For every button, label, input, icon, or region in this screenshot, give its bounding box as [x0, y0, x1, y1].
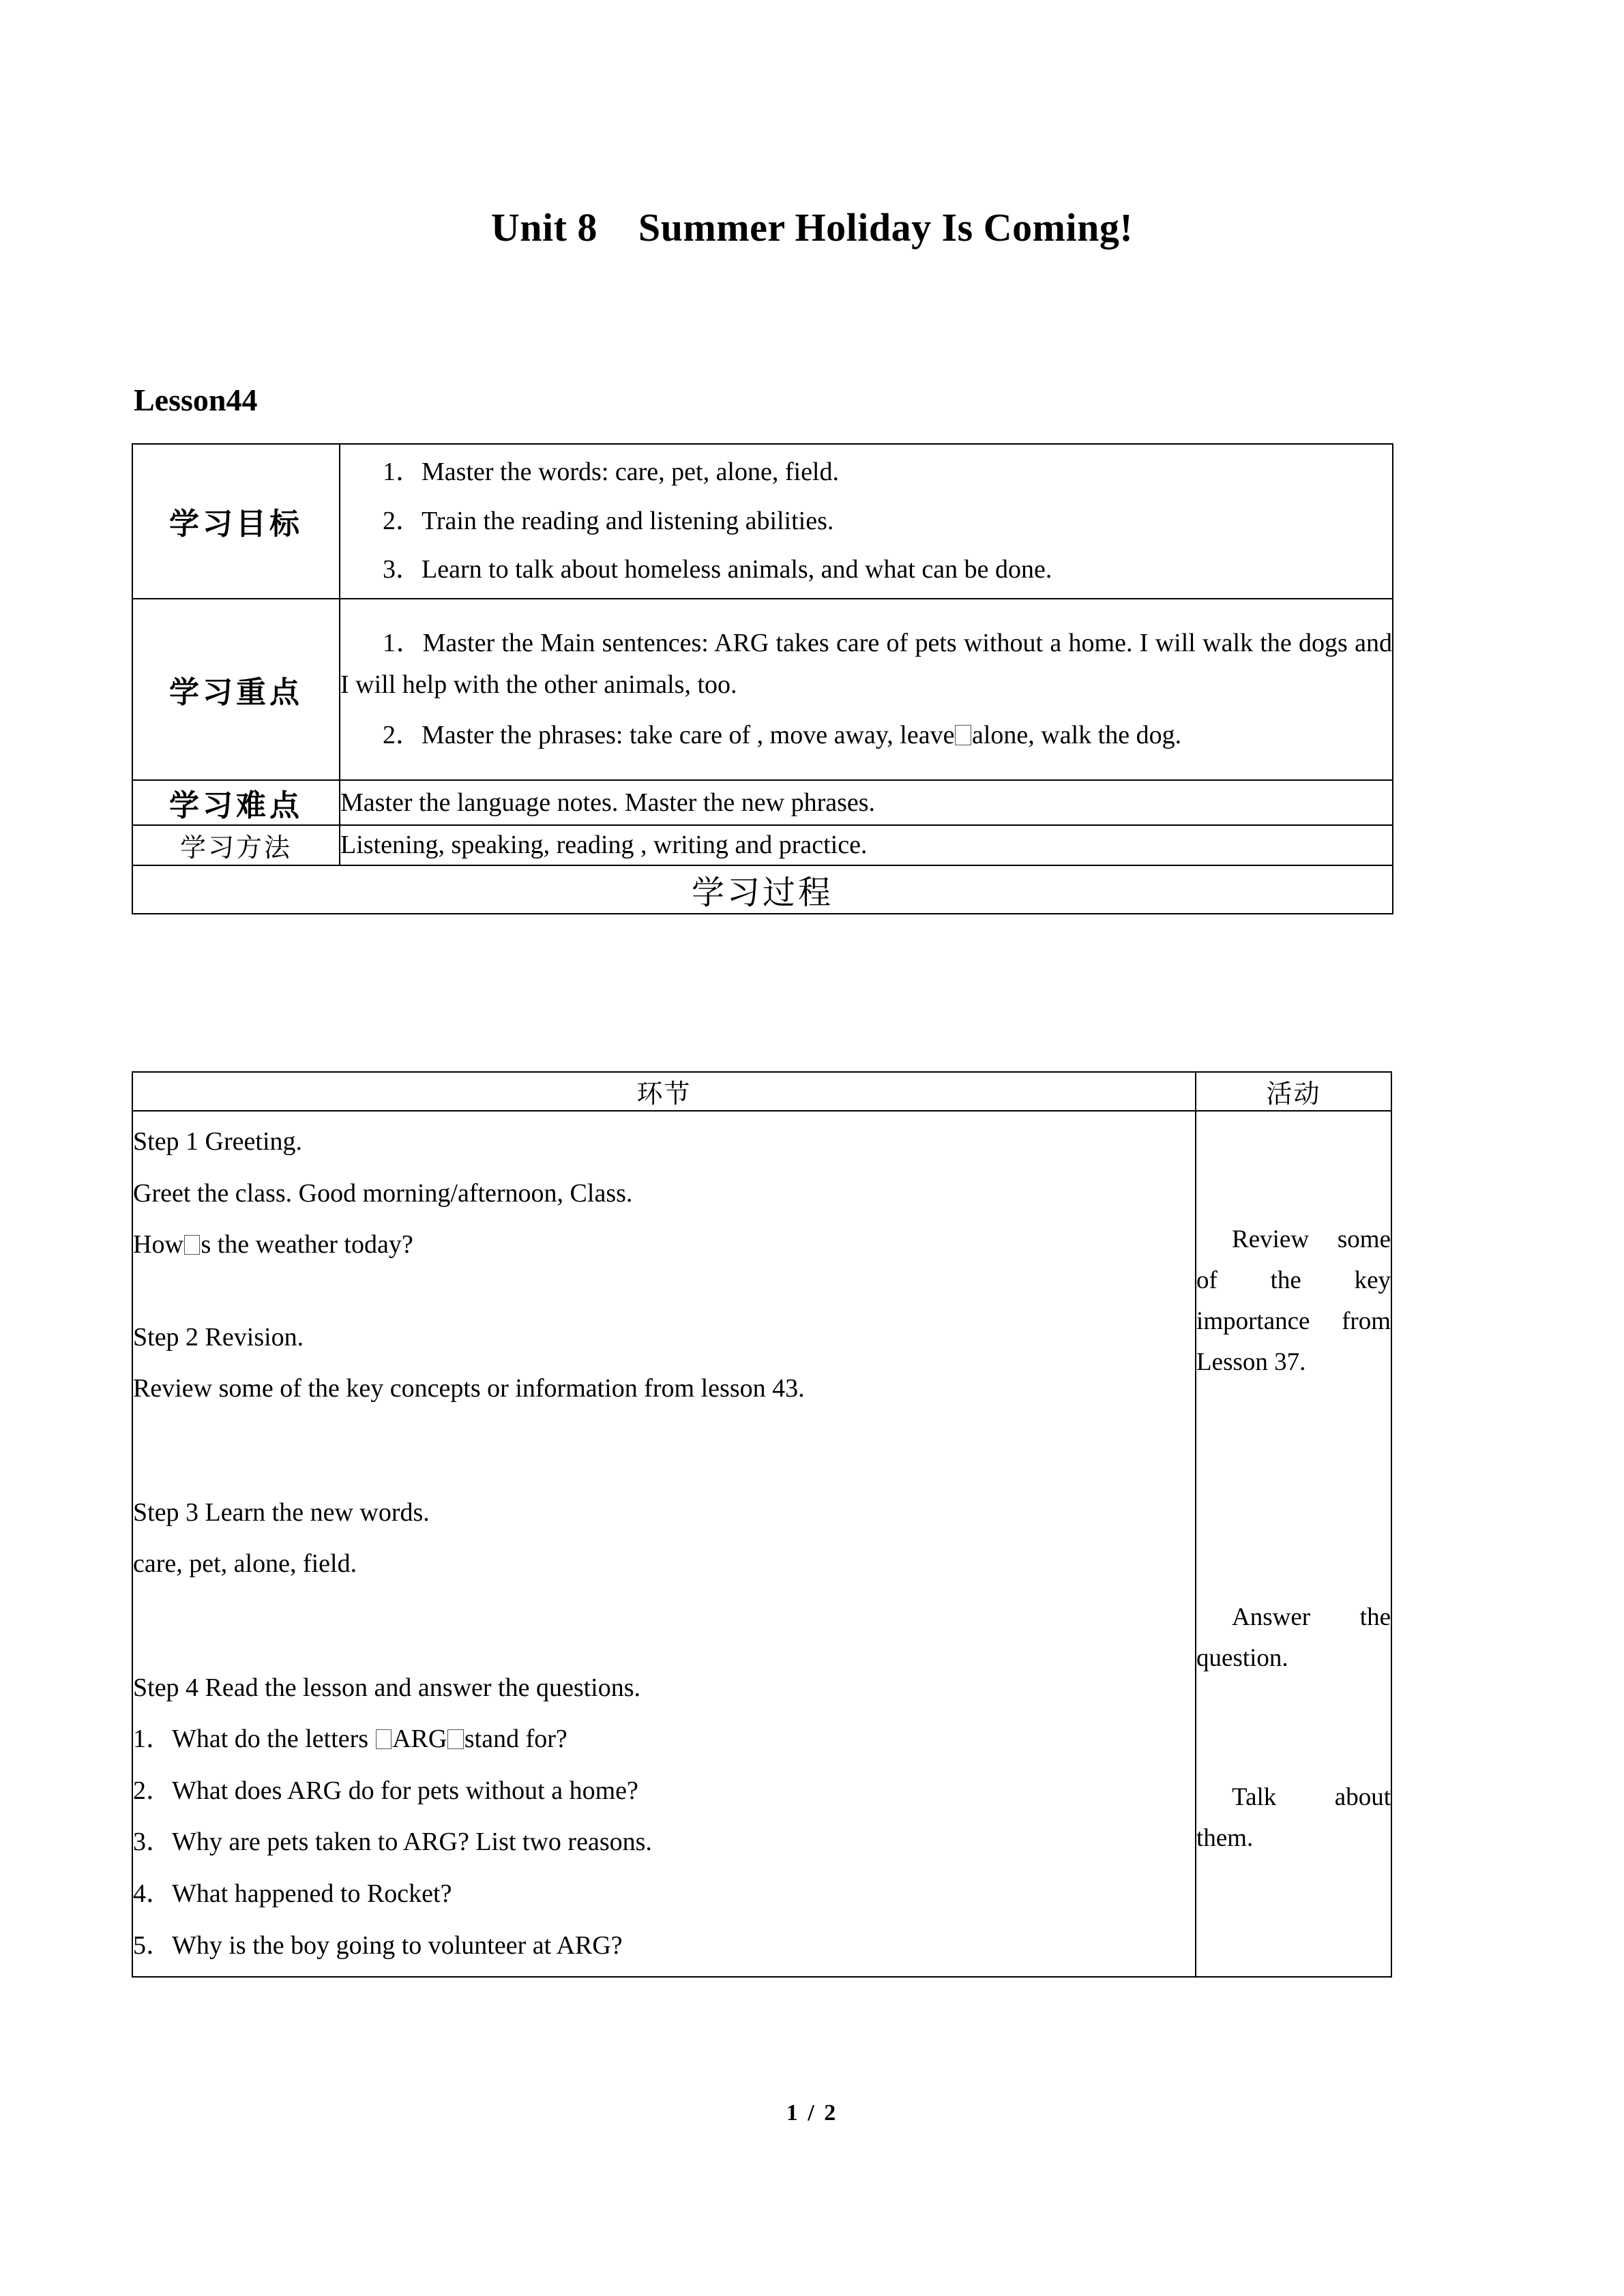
- step-1-line-2-prefix: How: [133, 1230, 183, 1259]
- tofu-box-icon: [447, 1729, 464, 1750]
- objective-item-3: 3．Learn to talk about homeless animals, and what can be done.: [383, 555, 1052, 584]
- step-1-line-2: [133, 1224, 1195, 1266]
- table-row-process-header: [132, 865, 1393, 914]
- process-table-content-row: [132, 1111, 1391, 1977]
- step-1-line-1: Greet the class. Good morning/afternoon, Class.: [133, 1178, 633, 1208]
- spacer: [133, 1451, 1195, 1482]
- key-point-item-2-suffix: alone, walk the dog.: [972, 720, 1182, 749]
- step-2-line-1: Review some of the key concepts or information from lesson 43.: [133, 1374, 805, 1403]
- spacer: [1196, 1392, 1391, 1597]
- page-title: Unit 8 Summer Holiday Is Coming!: [490, 205, 1134, 250]
- spacer: [1196, 1688, 1391, 1777]
- table-row-objectives: [132, 444, 1393, 599]
- spacer: [133, 1626, 1195, 1658]
- row-body-difficulties: Master the language notes. Master the new phrases.: [340, 780, 1393, 825]
- activity-column: [1196, 1111, 1391, 1977]
- step-4-question-2: 2．What does ARG do for pets without a home?: [133, 1776, 638, 1805]
- row-label-objectives: 学习目标: [132, 444, 340, 599]
- table-row-difficulties: [132, 780, 1393, 825]
- key-point-item-1: 1．Master the Main sentences: ARG takes care of pets without a home. I will walk the dogs and I will help with the other animals, too.: [340, 628, 1392, 700]
- row-body-methods: Listening, speaking, reading , writing and practice.: [340, 825, 1393, 865]
- step-4-question-1-prefix: 1．What do the letters: [133, 1725, 375, 1754]
- step-3-line-1: care, pet, alone, field.: [133, 1549, 357, 1579]
- row-body-objectives: [340, 444, 1393, 599]
- step-1-title: Step 1 Greeting.: [133, 1127, 303, 1156]
- row-label-key-points: 学习重点: [132, 599, 340, 781]
- spacer: [133, 1420, 1195, 1451]
- row-body-key-points: [340, 599, 1393, 781]
- table-row-methods: [132, 825, 1393, 865]
- process-table: [132, 1071, 1392, 1978]
- step-1-line-2-suffix: s the weather today?: [201, 1230, 413, 1259]
- step-4-question-4: 4．What happened to Rocket?: [133, 1879, 452, 1909]
- row-label-methods: 学习方法: [132, 825, 340, 865]
- activity-note-1: Review some of the key importance from Lesson 37.: [1196, 1225, 1391, 1377]
- lesson-plan-table: [132, 443, 1393, 914]
- step-4-question-5: 5．Why is the boy going to volunteer at ARG?: [133, 1930, 623, 1960]
- step-3-title: Step 3 Learn the new words.: [133, 1497, 430, 1527]
- activity-note-3: Talk about them.: [1196, 1783, 1391, 1852]
- spacer: [133, 1276, 1195, 1307]
- column-header-steps: 环节: [132, 1072, 1196, 1111]
- step-4-question-1-suffix: stand for?: [464, 1725, 567, 1754]
- step-4-question-1: [133, 1718, 1195, 1761]
- activity-note-2: Answer the question.: [1196, 1603, 1391, 1672]
- tofu-box-icon: [184, 1235, 201, 1255]
- objective-item-2: 2．Train the reading and listening abilities.: [383, 506, 834, 535]
- process-header: 学习过程: [132, 865, 1393, 914]
- step-4-title: Step 4 Read the lesson and answer the questions.: [133, 1673, 641, 1702]
- tofu-box-icon: [955, 725, 971, 745]
- column-header-activity: 活动: [1196, 1072, 1391, 1111]
- step-4-question-1-term: ARG: [392, 1725, 447, 1754]
- objective-item-1: 1．Master the words: care, pet, alone, field.: [383, 458, 839, 486]
- step-2-title: Step 2 Revision.: [133, 1322, 304, 1352]
- tofu-box-icon: [376, 1729, 392, 1750]
- key-point-item-2-prefix: 2．Master the phrases: take care of , move away, leave: [383, 720, 955, 749]
- table-row-key-points: [132, 599, 1393, 781]
- spacer: [133, 1595, 1195, 1626]
- page-footer: 1 / 2: [786, 2100, 838, 2126]
- key-point-item-2: [340, 715, 1392, 757]
- row-label-difficulties: 学习难点: [132, 780, 340, 825]
- process-table-header-row: [132, 1072, 1391, 1111]
- step-4-question-3: 3．Why are pets taken to ARG? List two reasons.: [133, 1828, 652, 1857]
- lesson-heading: Lesson44: [134, 383, 258, 417]
- steps-column: [132, 1111, 1196, 1977]
